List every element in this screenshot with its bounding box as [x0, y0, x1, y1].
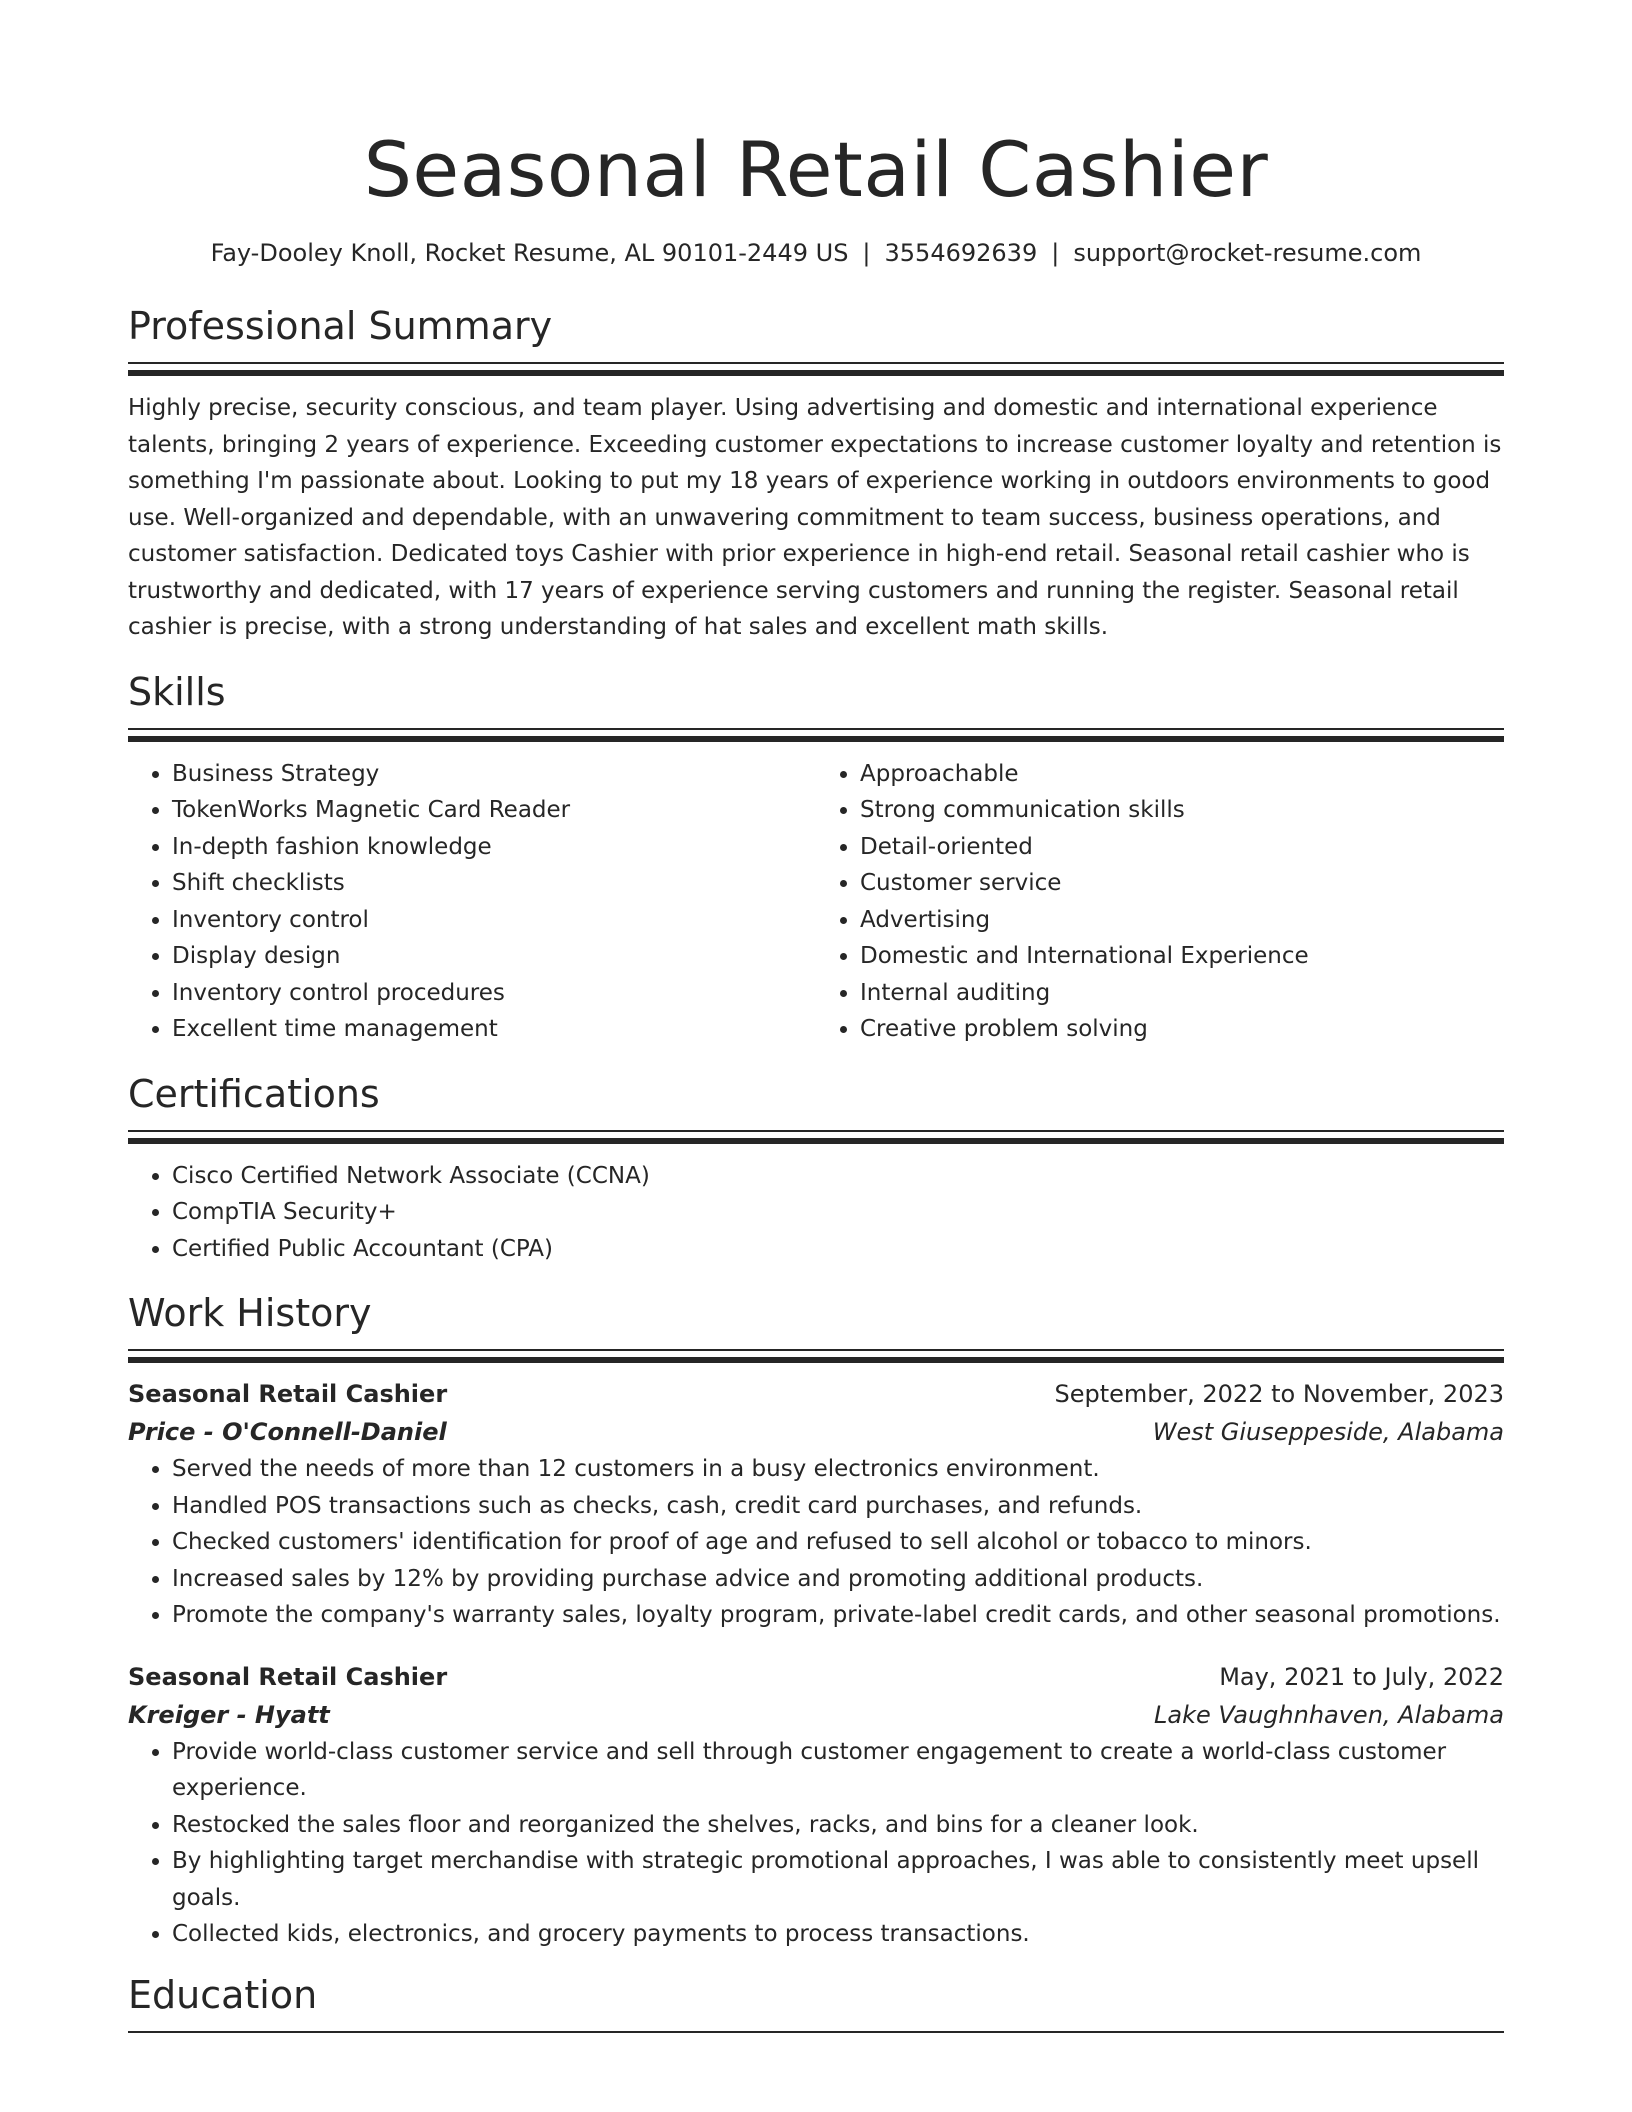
list-item: • Cisco Certified Network Associate (CCNA)	[172, 1158, 1504, 1195]
resume-name: Seasonal Retail Cashier	[363, 125, 1269, 214]
job-company: Kreiger - Hyatt	[128, 1700, 330, 1729]
job-header-row	[128, 1375, 1504, 1413]
job-location: West Giuseppeside, Alabama	[1152, 1418, 1504, 1446]
list-item: • Collected kids, electronics, and grocery payments to process transactions.	[172, 1916, 1504, 1953]
job-company-row	[128, 1413, 1504, 1451]
list-item: • Internal auditing	[860, 975, 1504, 1012]
summary-text: Highly precise, security conscious, and team player. Using advertising and domestic and international experience talents, bringing 2 years of experience. Exceeding customer expectations to increase customer loyalty and retention is something I'm passionate about. Looking to put my 18 years of experience working in outdoors environments to good use. Well-organized and dependable, with an unwavering commitment to team success, business operations, and customer satisfaction. Dedicated toys Cashier with prior experience in high-end retail. Seasonal retail cashier who is trustworthy and dedicated, with 17 years of experience serving customers and running the register. Seasonal retail cashier is precise, with a strong understanding of hat sales and excellent math skills.	[128, 395, 1502, 640]
section-title-work-history: Work History	[128, 1291, 372, 1335]
job-bullets	[128, 1451, 1504, 1634]
contact-separator: |	[1051, 239, 1060, 267]
certifications-list	[128, 1158, 1504, 1268]
job-title: Seasonal Retail Cashier	[128, 1380, 448, 1408]
job-header-row	[128, 1658, 1504, 1696]
work-history-section	[128, 1289, 1504, 1953]
job-dates: September, 2022 to November, 2023	[1054, 1380, 1504, 1408]
list-item: • Approachable	[860, 756, 1504, 793]
list-item: • Promote the company's warranty sales, loyalty program, private-label credit cards, and other seasonal promotions.	[172, 1597, 1504, 1634]
certifications-section	[128, 1070, 1504, 1268]
list-item: • TokenWorks Magnetic Card Reader	[172, 792, 816, 829]
job-company-row	[128, 1696, 1504, 1734]
contact-separator: |	[862, 239, 871, 267]
list-item: • In-depth fashion knowledge	[172, 829, 816, 866]
list-item: • Detail-oriented	[860, 829, 1504, 866]
skills-list-left	[128, 756, 816, 1048]
education-section	[128, 1971, 1504, 2033]
skills-grid	[128, 756, 1504, 1048]
list-item: • Restocked the sales floor and reorganized the shelves, racks, and bins for a cleaner look.	[172, 1807, 1504, 1844]
job-title: Seasonal Retail Cashier	[128, 1662, 448, 1691]
section-title-certifications: Certifications	[128, 1071, 380, 1116]
list-item: • Advertising	[860, 902, 1504, 939]
list-item: • Customer service	[860, 865, 1504, 902]
contact-line	[128, 236, 1504, 270]
section-title-education: Education	[128, 1972, 318, 2017]
list-item: • Handled POS transactions such as checks, cash, credit card purchases, and refunds.	[172, 1488, 1504, 1525]
job-location: Lake Vaughnhaven, Alabama	[1153, 1700, 1504, 1729]
section-divider	[128, 728, 1504, 742]
section-divider	[128, 1130, 1504, 1144]
section-divider	[128, 2031, 1504, 2033]
list-item: • Provide world-class customer service and sell through customer engagement to create a world-class customer experience.	[172, 1734, 1504, 1807]
summary-section	[128, 302, 1504, 646]
list-item: • By highlighting target merchandise with strategic promotional approaches, I was able to consistently meet upsell goals.	[172, 1843, 1504, 1916]
section-title-skills: Skills	[128, 669, 226, 714]
list-item: • Checked customers' identification for proof of age and refused to sell alcohol or tobacco to minors.	[172, 1524, 1504, 1561]
list-item: • Shift checklists	[172, 865, 816, 902]
list-item: • Certified Public Accountant (CPA)	[172, 1231, 1504, 1268]
job-dates: May, 2021 to July, 2022	[1219, 1662, 1504, 1691]
list-item: • Increased sales by 12% by providing purchase advice and promoting additional products.	[172, 1561, 1504, 1598]
skills-section	[128, 668, 1504, 1048]
job-entry	[128, 1658, 1504, 1953]
section-divider	[128, 362, 1504, 376]
list-item: • Inventory control procedures	[172, 975, 816, 1012]
job-company: Price - O'Connell-Daniel	[128, 1418, 447, 1446]
list-item: • Display design	[172, 938, 816, 975]
contact-address: Fay-Dooley Knoll, Rocket Resume, AL 90101-2449 US	[210, 239, 849, 267]
list-item: • Domestic and International Experience	[860, 938, 1504, 975]
list-item: • Inventory control	[172, 902, 816, 939]
contact-email: support@rocket-resume.com	[1073, 239, 1422, 267]
list-item: • Excellent time management	[172, 1011, 816, 1048]
list-item: • Served the needs of more than 12 customers in a busy electronics environment.	[172, 1451, 1504, 1488]
list-item: • Business Strategy	[172, 756, 816, 793]
section-divider	[128, 1349, 1504, 1363]
section-title-summary: Professional Summary	[128, 304, 553, 348]
job-entry	[128, 1375, 1504, 1634]
list-item: • CompTIA Security+	[172, 1194, 1504, 1231]
list-item: • Creative problem solving	[860, 1011, 1504, 1048]
job-bullets	[128, 1734, 1504, 1953]
resume-page	[128, 0, 1504, 2033]
skills-list-right	[816, 756, 1504, 1048]
list-item: • Strong communication skills	[860, 792, 1504, 829]
contact-phone: 3554692639	[884, 239, 1038, 267]
